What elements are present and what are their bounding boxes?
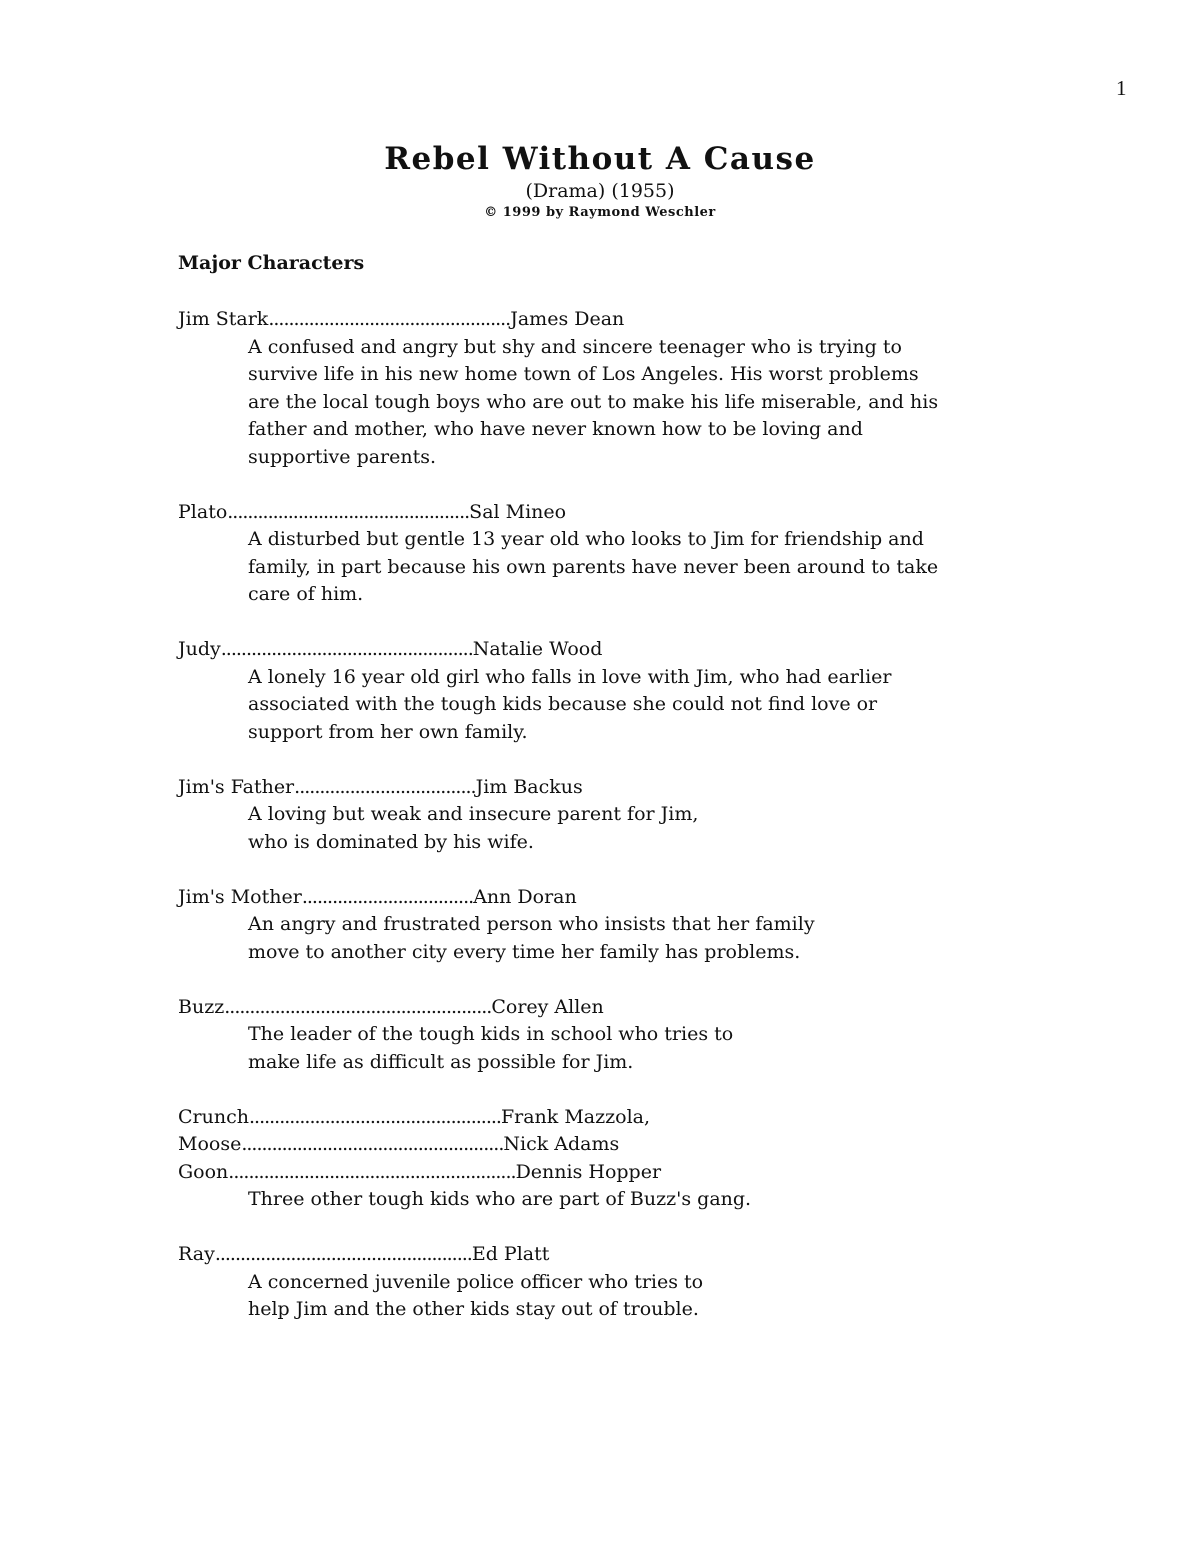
character-entry [178,884,1078,967]
character-description [178,911,1078,966]
cast-line [178,306,1078,334]
dot-leader: .................................................... [241,1133,504,1155]
dot-leader: .................................................. [248,1105,501,1128]
description-line: The leader of the tough kids in school who tries to [248,1023,734,1045]
character-name: Judy [178,638,221,660]
description-line: survive life in his new home town of Los Angeles. His worst problems [248,363,919,385]
section-heading: Major Characters [178,252,365,274]
dot-leader: .................................... [294,775,476,798]
description-line: An angry and frustrated person who insists that her family [248,913,815,935]
character-name: Jim's Mother [178,885,302,908]
cast-line [178,1159,1078,1187]
actor-name: Jim Backus [475,775,583,798]
character-entry [178,306,1078,471]
description-line: A lonely 16 year old girl who falls in love with Jim, who had earlier [248,665,892,688]
character-description [178,1269,1078,1324]
character-entry [178,1104,1078,1214]
character-name: Crunch [178,1105,249,1128]
description-line: care of him. [248,583,364,605]
character-name: Ray [178,1243,215,1265]
character-entry [178,994,1078,1077]
description-line: associated with the tough kids because she could not find love or [248,693,878,715]
dot-leader: ................................................ [268,308,511,330]
dot-leader: ................................................ [227,500,470,523]
dot-leader: .................................................. [220,638,473,660]
description-line: father and mother, who have never known how to be loving and [248,418,863,440]
character-entry [178,1241,1078,1324]
actor-name: Natalie Wood [472,638,603,660]
dot-leader: ......................................................... [228,1160,516,1183]
character-entry [178,499,1078,609]
description-line: help Jim and the other kids stay out of trouble. [248,1298,699,1320]
character-name: Plato [178,500,228,523]
description-line: make life as difficult as possible for Jim. [248,1050,634,1073]
document-title: Rebel Without A Cause [384,141,816,177]
cast-line [178,1241,1078,1269]
description-line: Three other tough kids who are part of Buzz's gang. [248,1188,752,1210]
document-subtitle: (Drama) (1955) [525,180,675,202]
actor-name: Corey Allen [491,995,604,1018]
character-name: Goon [178,1160,229,1183]
description-line: supportive parents. [248,445,437,468]
character-name: Jim Stark [178,308,269,330]
dot-leader: ..................................................... [224,995,492,1018]
character-list [178,306,1078,1351]
title-block [0,140,1200,222]
cast-line [178,884,1078,912]
description-line: are the local tough boys who are out to make his life miserable, and his [248,390,939,413]
description-line: family, in part because his own parents have never been around to take [248,555,939,578]
character-description [178,1021,1078,1076]
description-line: who is dominated by his wife. [248,830,534,853]
actor-name: James Dean [510,308,625,330]
description-line: A concerned juvenile police officer who tries to [248,1270,704,1293]
character-description [178,1186,1078,1214]
actor-name: Ann Doran [473,885,577,908]
actor-name: Ed Platt [471,1243,550,1265]
dot-leader: .................................. [301,885,474,908]
cast-line [178,499,1078,527]
description-line: move to another city every time her family has problems. [248,940,801,963]
character-name: Moose [178,1133,242,1155]
character-entry [178,636,1078,746]
description-line: A loving but weak and insecure parent for Jim, [248,803,699,825]
character-description [178,334,1078,472]
actor-name: Sal Mineo [469,500,567,523]
page-number: 1 [1116,76,1127,100]
copyright-line: © 1999 by Raymond Weschler [484,205,716,220]
description-line: A confused and angry but shy and sincere teenager who is trying to [248,335,902,358]
description-line: A disturbed but gentle 13 year old who looks to Jim for friendship and [248,528,924,550]
character-entry [178,774,1078,857]
cast-line [178,994,1078,1022]
cast-line [178,774,1078,802]
character-name: Jim's Father [178,775,295,798]
cast-line [178,1104,1078,1132]
cast-line [178,636,1078,664]
cast-line [178,1131,1078,1159]
character-description [178,664,1078,747]
actor-name: Frank Mazzola, [500,1105,651,1128]
character-description [178,801,1078,856]
actor-name: Dennis Hopper [515,1160,662,1183]
actor-name: Nick Adams [503,1133,620,1155]
character-description [178,526,1078,609]
character-name: Buzz [178,995,225,1018]
description-line: support from her own family. [248,720,528,743]
dot-leader: ................................................... [214,1243,472,1265]
